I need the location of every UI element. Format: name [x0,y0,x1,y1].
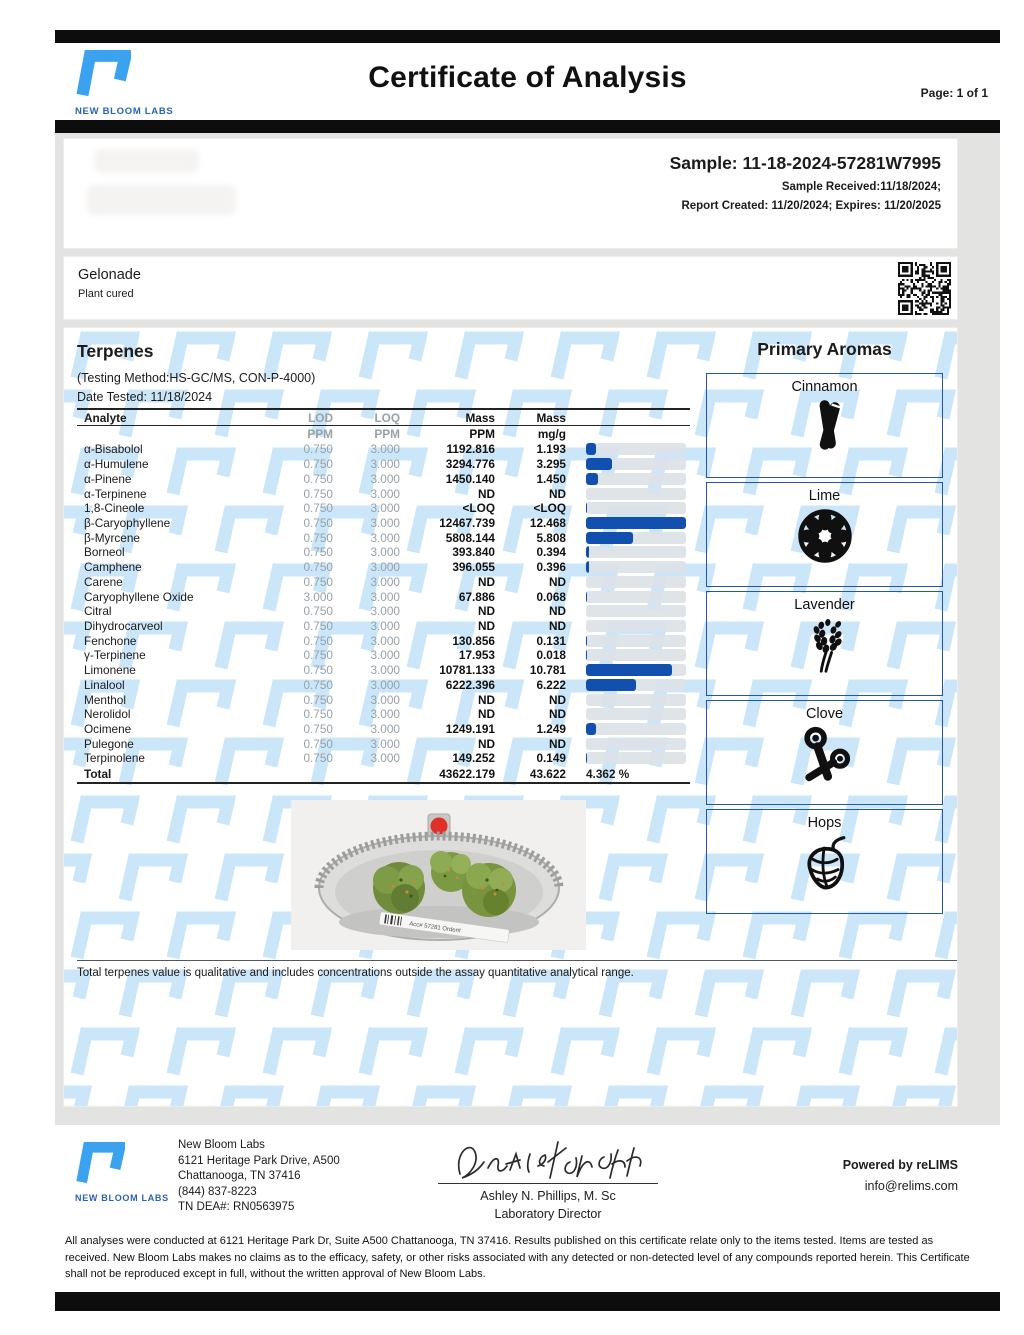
bar-track [586,443,686,455]
aroma-label: Lavender [794,597,855,613]
terpene-rows [77,442,690,766]
bar-track [586,649,686,661]
bar-fill [586,752,587,764]
dish-label: Acc# 57281 Order# [408,921,462,935]
loq-unit: PPM [374,427,400,441]
table-row: Carene 0.750 3.000 ND ND [77,574,690,589]
lime-icon [707,504,942,571]
bar-fill [586,561,589,573]
cinnamon-icon [707,395,942,462]
bar-track [586,664,686,676]
table-row: Ocimene 0.750 3.000 1249.191 1.249 [77,722,690,737]
aroma-list [706,373,943,914]
footnote-rule [77,960,957,961]
bar-track [586,620,686,632]
bar-track [586,738,686,750]
table-row: α-Pinene 0.750 3.000 1450.140 1.450 [77,471,690,486]
contact-email: info@relims.com [864,1179,958,1193]
col-mass-mgg: Mass [536,410,566,425]
qr-code [898,262,951,315]
mass-mgg-unit: mg/g [537,427,566,441]
bar-fill [586,473,598,485]
page-indicator: Page: 1 of 1 [920,86,988,100]
lavender-icon [707,613,942,680]
powered-by-block [843,1158,958,1193]
primary-aromas-panel [706,339,943,918]
bar-track [586,488,686,500]
lab-address [178,1138,340,1216]
table-row: β-Myrcene 0.750 3.000 5808.144 5.808 [77,530,690,545]
clove-icon [707,722,942,789]
table-row: Citral 0.750 3.000 ND ND [77,604,690,619]
table-row: β-Caryophyllene 0.750 3.000 12467.739 12.468 [77,516,690,531]
bar-fill [586,649,587,661]
bar-fill [586,546,589,558]
report-dates: Report Created: 11/20/2024; Expires: 11/20/2025 [681,200,941,212]
sample-photo [291,800,586,950]
signature [446,1134,651,1186]
terpenes-panel [63,327,958,1107]
header-rule [55,120,1000,133]
bar-fill [586,517,686,529]
bar-track [586,723,686,735]
bar-fill [586,458,612,470]
bar-track [586,679,686,691]
aroma-label: Clove [805,706,844,722]
header [55,44,1000,120]
aroma-card [706,700,943,805]
sample-received: Sample Received:11/18/2024; [781,181,941,193]
terpenes-table [77,408,690,784]
table-row: Nerolidol 0.750 3.000 ND ND [77,707,690,722]
table-row: Camphene 0.750 3.000 396.055 0.396 [77,560,690,575]
table-units-row [77,426,690,442]
terpenes-header [77,341,315,404]
sample-info-panel [63,138,958,249]
aroma-card [706,482,943,587]
bar-track [586,458,686,470]
col-lod: LOD [308,410,333,425]
bar-track [586,635,686,647]
address-line: TN DEA#: RN0563975 [178,1201,295,1214]
bar-track [586,502,686,514]
bar-fill [586,532,633,544]
bar-fill [586,664,672,676]
redacted-client-info [86,185,236,215]
table-row: α-Humulene 0.750 3.000 3294.776 3.295 [77,457,690,472]
footnote: Total terpenes value is qualitative and includes concentrations outside the assay quantitative analytical range. [77,967,634,979]
bar-fill [586,443,596,455]
bar-track [586,752,686,764]
table-row: Dihydrocarveol 0.750 3.000 ND ND [77,619,690,634]
address-line: New Bloom Labs [178,1139,265,1151]
table-header-row [77,408,690,426]
primary-aromas-title: Primary Aromas [757,339,892,359]
table-row: Caryophyllene Oxide 3.000 3.000 67.886 0.068 [77,589,690,604]
bar-track [586,694,686,706]
brand-name: NEW BLOOM LABS [75,1193,169,1203]
total-label: Total [84,766,112,781]
bar-track [586,517,686,529]
bar-track [586,591,686,603]
table-row: α-Terpinene 0.750 3.000 ND ND [77,486,690,501]
lod-unit: PPM [307,427,333,441]
footer-logo [75,1142,185,1203]
table-row: 1,8-Cineole 0.750 3.000 <LOQ <LOQ [77,501,690,516]
col-mass-ppm: Mass [465,410,495,425]
bar-track [586,561,686,573]
table-row: γ-Terpinene 0.750 3.000 17.953 0.018 [77,648,690,663]
redacted-client-info [94,149,199,173]
bar-track [586,708,686,720]
table-row: Limonene 0.750 3.000 10781.133 10.781 [77,663,690,678]
table-row: Linalool 0.750 3.000 6222.396 6.222 [77,678,690,693]
aroma-card [706,373,943,478]
col-loq: LOQ [374,410,400,425]
table-row: Menthol 0.750 3.000 ND ND [77,692,690,707]
newbloom-logo-icon [75,1142,125,1184]
table-row: Fenchone 0.750 3.000 130.856 0.131 [77,633,690,648]
top-rule [55,30,1000,43]
address-line: (844) 837-8223 [178,1185,257,1198]
table-row: Borneol 0.750 3.000 393.840 0.394 [77,545,690,560]
terpenes-title: Terpenes [77,341,154,361]
bar-fill [586,591,587,603]
bar-fill [586,635,587,647]
signature-block [438,1134,658,1221]
hops-icon [707,831,942,898]
bottom-rule [55,1292,1000,1311]
total-row [77,766,690,784]
sample-id: Sample: 11-18-2024-57281W7995 [669,153,941,173]
signer-name: Ashley N. Phillips, M. Sc [480,1189,616,1203]
bar-fill [586,723,596,735]
total-percent: 4.362 % [586,766,630,781]
total-mass-ppm: 43622.179 [439,766,495,781]
table-row: Terpinolene 0.750 3.000 149.252 0.149 [77,751,690,766]
mass-ppm-unit: PPM [469,427,495,441]
date-tested: Date Tested: 11/18/2024 [77,390,213,404]
bar-track [586,546,686,558]
bar-track [586,532,686,544]
bar-track [586,576,686,588]
table-row: α-Bisabolol 0.750 3.000 1192.816 1.193 [77,442,690,457]
aroma-card [706,591,943,696]
product-type: Plant cured [78,288,134,300]
powered-by: Powered by reLIMS [842,1158,958,1172]
address-line: 6121 Heritage Park Drive, A500 [178,1154,340,1167]
aroma-label: Lime [808,488,841,504]
brand-name: NEW BLOOM LABS [75,106,174,117]
col-analyte: Analyte [84,410,127,425]
aroma-card [706,809,943,914]
aroma-label: Cinnamon [791,379,858,395]
bar-fill [586,502,587,514]
product-name: Gelonade [78,267,141,283]
content-band [55,133,1000,1125]
disclaimer: All analyses were conducted at 6121 Heritage Park Dr, Suite A500 Chattanooga, TN 37416. Results published on this certificate relate only to the items tested. Items are tested as received. New Bloom Labs makes no claims as to the efficacy, safety, or other risks associated with any detected or non-detected level of any compounds reported herein. This Certificate shall not be reproduced except in full, without the written approval of New Bloom Labs. [65,1235,970,1280]
table-row: Pulegone 0.750 3.000 ND ND [77,736,690,751]
bar-fill [586,679,636,691]
address-line: Chattanooga, TN 37416 [178,1170,301,1183]
total-mass-mgg: 43.622 [529,766,566,781]
signer-role: Laboratory Director [494,1207,602,1221]
testing-method: (Testing Method:HS-GC/MS, CON-P-4000) [77,371,316,385]
bar-track [586,605,686,617]
aroma-label: Hops [807,815,842,831]
product-panel [63,256,958,320]
page-title: Certificate of Analysis [368,61,687,94]
bar-track [586,473,686,485]
